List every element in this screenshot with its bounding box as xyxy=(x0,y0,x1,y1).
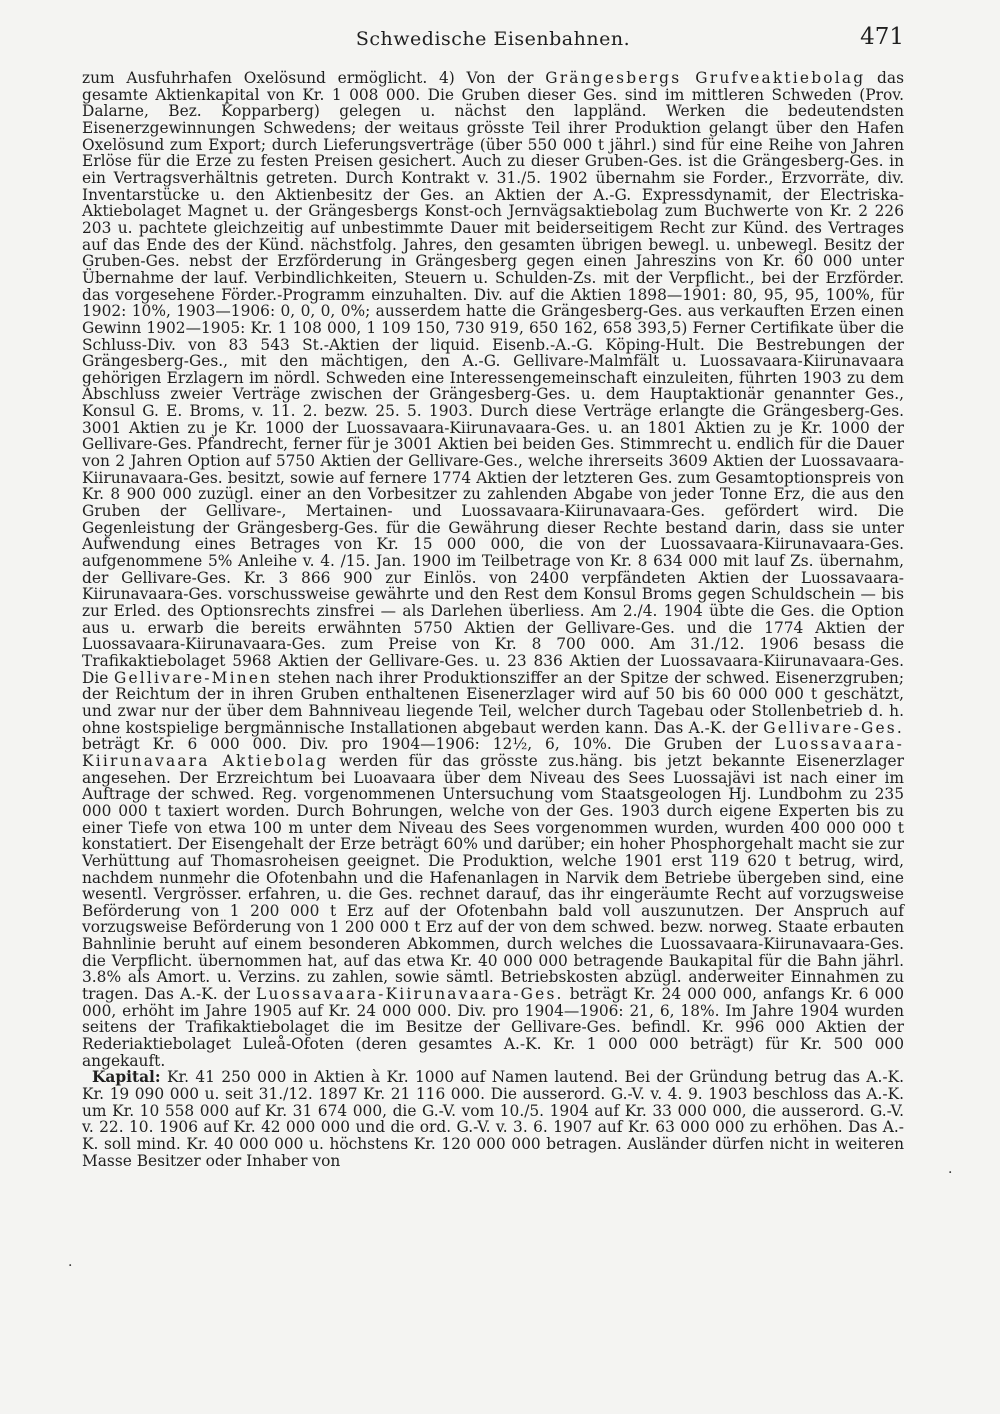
company-name-gellivare-ges: Gellivare-Ges. xyxy=(763,718,904,737)
running-title: Schwedische Eisenbahnen. xyxy=(355,28,631,50)
text-run: beträgt Kr. 6 000 000. Div. pro 1904—1906: 12½, 6, 10%. Die Gruben der xyxy=(82,735,775,754)
text-run: das gesamte Aktienkapital von Kr. 1 008 000. Die Gruben dieser Ges. sind im mittleren Schweden (Prov. Dalarne, Bez. Kopparberg) gelegen u. nächst den lappländ. Werken die bedeutendsten Eisenerzgewinnungen Schwedens; der weitaus grösste Teil ihrer Produktion gelangt über den Hafen Oxelösund zum Export; durch Lieferungsverträge (über 550 000 t jährl.) sind für eine Reihe von Jahren Erlöse für die Erze zu festen Preisen gesichert. Auch zu dieser Gruben-Ges. ist die Grängesberg-Ges. in ein Vertragsverhältnis getreten. Durch Kontrakt v. 31./5. 1902 übernahm sie Forder., Erzvorräte, div. Inventarstücke u. den Aktienbesitz der Ges. an Aktien der A.-G. Expressdynamit, der Electriska-Aktiebolaget Magnet u. der Grängesbergs Konst-och Jernvägsaktiebolag zum Buchwerte von Kr. 2 226 203 u. pachtete gleichzeitig auf unbestimmte Dauer mit beiderseitigem Recht zur Künd. des Vertrages auf das Ende des der Künd. nächstfolg. Jahres, den gesamten übrigen bewegl. u. unbewegl. Besitz der Gruben-Ges. nebst der Erzförderung in Grängesberg gegen einen Jahreszins von Kr. 60 000 unter Übernahme der lauf. Verbindlichkeiten, Steuern u. Schulden-Zs. mit der Verpflicht., bei der Erzförder. das vorgesehene Förder.-Programm einzuhalten. Div. auf die Aktien 1898—1901: 80, 95, 95, 100%, für 1902: 10%, 1903—1906: 0, 0, 0, 0%; ausserdem hatte die Grängesberg-Ges. aus verkauften Erzen einen Gewinn 1902—1905: Kr. 1 108 000, 1 109 150, 730 919, 650 162, 658 393,5) Ferner Certifikate über die Schluss-Div. von 83 543 St.-Aktien der liquid. Eisenb.-A.-G. Köping-Hult. Die Bestrebungen der Grängesberg-Ges., mit den mächtigen, den A.-G. Gellivare-Malmfält u. Luossavaara-Kiirunavaara gehörigen Erzlagern im nördl. Schweden eine Interessengemeinschaft einzuleiten, führten 1903 zu dem Abschluss zweier Verträge zwischen der Grängesberg-Ges. u. dem Hauptaktionär genannter Ges., Konsul G. E. Broms, v. 11. 2. bezw. 25. 5. 1903. Durch diese Verträge erlangte die Grängesberg-Ges. 3001 Aktien zu je Kr. 1000 der Luossavaara-Kiirunavaara-Ges. u. an 1801 Aktien zu je Kr. 1000 der Gellivare-Ges. Pfandrecht, ferner für je 3001 Aktien bei beiden Ges. Stimmrecht u. endlich für die Dauer von 2 Jahren Option auf 5750 Aktien der Gellivare-Ges., welche ihrerseits 3609 Aktien der Luossavaara-Kiirunavaara-Ges. besitzt, sowie auf fernere 1774 Aktien der letzteren Ges. zum Gesamtoptionspreis von Kr. 8 900 000 zuzügl. einer an den Vorbesitzer zu zahlenden Abgabe von jeder Tonne Erz, die aus den Gruben der Gellivare-, Mertainen- und Luossavaara-Kiirunavaara-Ges. gefördert wird. Die Gegenleistung der Grängesberg-Ges. für die Gewährung dieser Rechte bestand darin, dass sie unter Aufwendung eines Betrages von Kr. 15 000 000, die von der Luossavaara-Kiirunavaara-Ges. aufgenommene 5% Anleihe v. 4. /15. Jan. 1900 im Teilbetrage von Kr. 8 634 000 mit lauf Zs. übernahm, der Gellivare-Ges. Kr. 3 866 900 zur Einlös. von 2400 verpfändeten Aktien der Luossavaara-Kiirunavaara-Ges. vorschussweise gewährte und den Rest dem Konsul Broms gegen Schuldschein — bis zur Erled. des Optionsrechts zinsfrei — als Darlehen überliess. Am 2./4. 1904 übte die Ges. die Option aus u. erwarb die bereits erwähnten 5750 Aktien der Gellivare-Ges. und die 1774 Aktien der Luossavaara-Kiirunavaara-Ges. zum Preise von Kr. 8 700 000. Am 31./12. 1906 besass die Trafikaktiebolaget 5968 Aktien der Gellivare-Ges. u. 23 836 Aktien der Luossavaara-Kiirunavaara-Ges. Die xyxy=(82,69,904,687)
page-number: 471 xyxy=(860,24,904,50)
company-name-luossavaara-ges: Luossavaara-Kiirunavaara-Ges. xyxy=(256,985,564,1004)
company-name-graengesberg: Grängesbergs Grufveaktiebolag xyxy=(545,69,866,87)
body-text xyxy=(82,70,904,1169)
paragraph-kapital xyxy=(82,1069,904,1169)
kapital-label: Kapital: xyxy=(92,1068,161,1087)
text-run: beträgt Kr. 24 000 000, anfangs Kr. 6 000 000, erhöht im Jahre 1905 auf Kr. 24 000 000. Div. pro 1904—1906: 21, 6, 18%. Im Jahre 1904 wurden seitens der Trafikaktiebolaget die im Besitze der Gellivare-Ges. befindl. Kr. 996 000 Aktien der Rederiaktiebolaget Luleå-Ofoten (deren gesamtes A.-K. Kr. 1 000 000 beträgt) für Kr. 500 000 angekauft. xyxy=(82,985,904,1070)
kapital-text: Kr. 41 250 000 in Aktien à Kr. 1000 auf Namen lautend. Bei der Gründung betrug das A.-K. Kr. 19 090 000 u. seit 31./12. 1897 Kr. 21 116 000. Die ausserord. G.-V. v. 4. 9. 1903 beschloss das A.-K. um Kr. 10 558 000 auf Kr. 31 674 000, die G.-V. vom 10./5. 1904 auf Kr. 33 000 000, die ausserord. G.-V. v. 22. 10. 1906 auf Kr. 42 000 000 und die ord. G.-V. v. 3. 6. 1907 auf Kr. 63 000 000 zu erhöhen. Das A.-K. soll mind. Kr. 40 000 000 u. höchstens Kr. 120 000 000 betragen. Ausländer dürfen nicht in weiteren Masse Besitzer oder Inhaber von xyxy=(82,1068,904,1170)
paragraph-main xyxy=(82,70,904,1069)
company-name-gellivare-minen: Gellivare-Minen xyxy=(113,668,273,687)
page-header xyxy=(82,24,904,58)
margin-dot-mark: · xyxy=(948,1165,953,1181)
margin-dot-mark: · xyxy=(68,1258,73,1274)
text-run: zum Ausfuhrhafen Oxelösund ermöglicht. 4) Von der xyxy=(82,69,546,87)
text-run: stehen nach ihrer Produktionsziffer an der Spitze der schwed. Eisenerzgruben; der Reichtum der in ihren Gruben enthaltenen Eisenerzlager wird auf 50 bis 60 000 000 t geschätzt, und zwar nur der über dem Bahnniveau liegende Teil, welcher durch Tagebau oder Stollenbetrieb d. h. ohne kostspielige bergmännische Installationen abgebaut werden kann. Das A.-K. der xyxy=(82,668,905,737)
text-run: werden für das grösste zus.häng. bis jetzt bekannte Eisenerzlager angesehen. Der Erzreichtum bei Luoavaara über dem Niveau des Sees Luossajävi ist nach einer im Auftrage der schwed. Reg. vorgenommenen Untersuchung vom Staatsgeologen Hj. Lundbohm zu 235 000 000 t taxiert worden. Durch Bohrungen, welche von der Ges. 1903 durch eigene Experten bis zu einer Tiefe von etwa 100 m unter dem Niveau des Sees vorgenommen wurden, wurden 400 000 000 t konstatiert. Der Eisengehalt der Erze beträgt 60% und darüber; ein hoher Phosphorgehalt macht sie zur Verhüttung auf Thomasroheisen geeignet. Die Produktion, welche 1901 erst 119 620 t betrug, wird, nachdem nunmehr die Ofotenbahn und die Hafenanlagen in Narvik dem Betriebe übergeben sind, eine wesentl. Vergrösser. erfahren, u. die Ges. rechnet darauf, das ihr eingeräumte Recht auf vorzugsweise Beförderung von 1 200 000 t Erz auf der Ofotenbahn bald voll auszunutzen. Der Anspruch auf vorzugsweise Beförderung von 1 200 000 t Erz auf der von dem schwed. bezw. norweg. Staate erbauten Bahnlinie beruht auf einem besonderen Abkommen, durch welches die Luossavaara-Kiirunavaara-Ges. die Verpflicht. übernommen hat, auf das etwa Kr. 40 000 000 betragende Baukapital für die Bahn jährl. 3.8% als Amort. u. Verzins. zu zahlen, sowie sämtl. Betriebskosten abzügl. anderweiter Einnahmen zu tragen. Das A.-K. der xyxy=(82,751,905,1004)
company-name-luossavaara-ab: Luossavaara-Kiirunavaara Aktiebolag xyxy=(82,735,904,770)
